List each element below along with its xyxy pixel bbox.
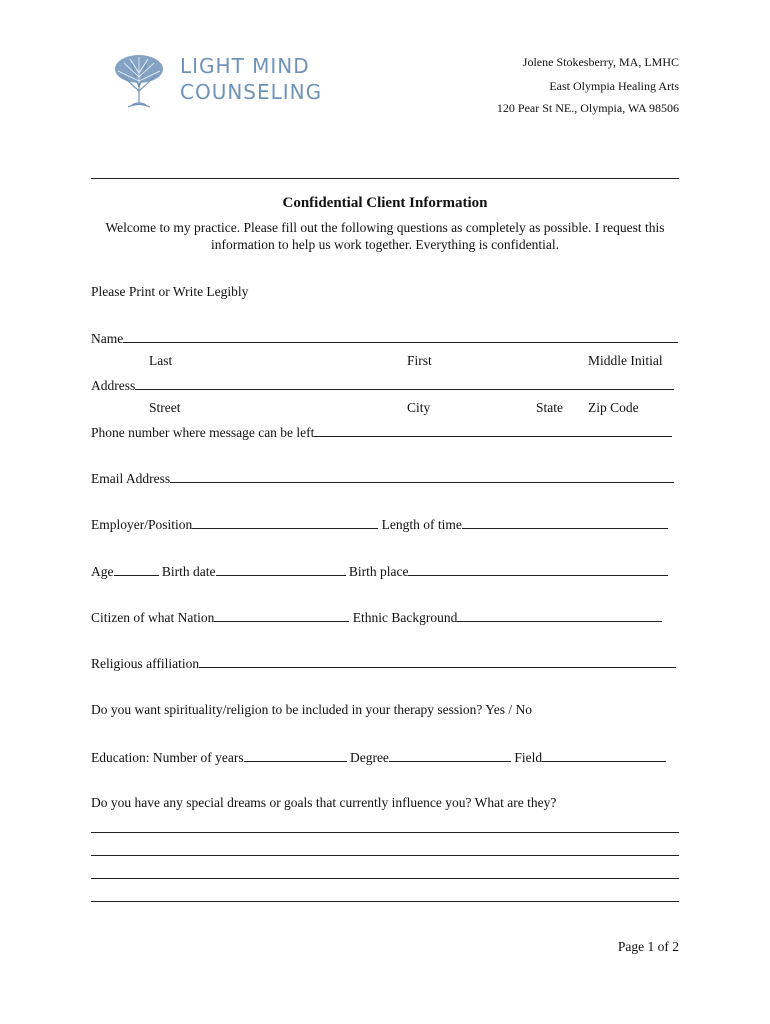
dreams-question: Do you have any special dreams or goals that currently influence you? What are they? [91,795,557,810]
birth-place-field[interactable] [408,563,668,576]
age-row [91,563,668,580]
religious-row [91,655,676,672]
age-field[interactable] [114,563,159,576]
degree-label: Degree [349,750,389,765]
name-middle-caption: Middle Initial [588,353,663,368]
length-label: Length of time [381,517,462,532]
length-field[interactable] [462,516,668,529]
header-divider [91,178,679,179]
phone-field[interactable] [314,424,672,437]
citizen-row [91,609,662,626]
form-intro: Welcome to my practice. Please fill out the following questions as completely as possible. I request this information to help us work together. Everything is confidential. [105,220,665,252]
name-row [91,330,678,347]
practice-name: East Olympia Healing Arts [549,79,679,93]
email-label: Email Address [91,471,171,486]
address-field[interactable] [135,377,674,390]
practice-logo [110,53,323,109]
page-number: Page 1 of 2 [617,939,679,954]
field-label: Field [514,750,543,765]
dreams-answer-line[interactable] [91,832,679,833]
field-field[interactable] [542,749,666,762]
address-state-caption: State [536,400,563,415]
birth-date-field[interactable] [216,563,346,576]
religious-label: Religious affiliation [91,656,200,671]
ethnic-label: Ethnic Background [352,610,458,625]
birth-place-label: Birth place [348,564,409,579]
employer-row [91,516,668,533]
address-row [91,377,674,394]
citizen-label: Citizen of what Nation [91,610,215,625]
logo-line-2: COUNSELING [180,80,323,104]
education-row [91,749,666,766]
citizen-field[interactable] [214,609,349,622]
education-years-field[interactable] [244,749,347,762]
practice-address: 120 Pear St NE., Olympia, WA 98506 [496,101,679,115]
address-city-caption: City [407,400,431,415]
religious-field[interactable] [199,655,676,668]
tree-logo-icon [110,53,168,109]
age-label: Age [91,564,114,579]
print-instruction: Please Print or Write Legibly [91,284,249,299]
logo-line-1: LIGHT MIND [180,54,310,78]
therapist-name: Jolene Stokesberry, MA, LMHC [522,55,679,69]
name-first-caption: First [407,353,432,368]
address-label: Address [91,378,136,393]
dreams-answer-line[interactable] [91,855,679,856]
degree-field[interactable] [389,749,511,762]
education-years-label: Education: Number of years [91,750,244,765]
dreams-answer-line[interactable] [91,878,679,879]
phone-row [91,424,672,441]
employer-label: Employer/Position [91,517,193,532]
address-street-caption: Street [149,400,181,415]
email-row [91,470,674,487]
employer-field[interactable] [192,516,378,529]
logo-text [180,53,322,105]
name-label: Name [91,331,124,346]
spirituality-question: Do you want spirituality/religion to be included in your therapy session? Yes / No [91,702,532,717]
name-last-caption: Last [149,353,173,368]
birth-date-label: Birth date [161,564,216,579]
phone-label: Phone number where message can be left [91,425,315,440]
ethnic-field[interactable] [457,609,662,622]
name-field[interactable] [123,330,678,343]
dreams-answer-line[interactable] [91,901,679,902]
email-field[interactable] [170,470,674,483]
form-title: Confidential Client Information [282,195,488,211]
address-zip-caption: Zip Code [588,400,639,415]
